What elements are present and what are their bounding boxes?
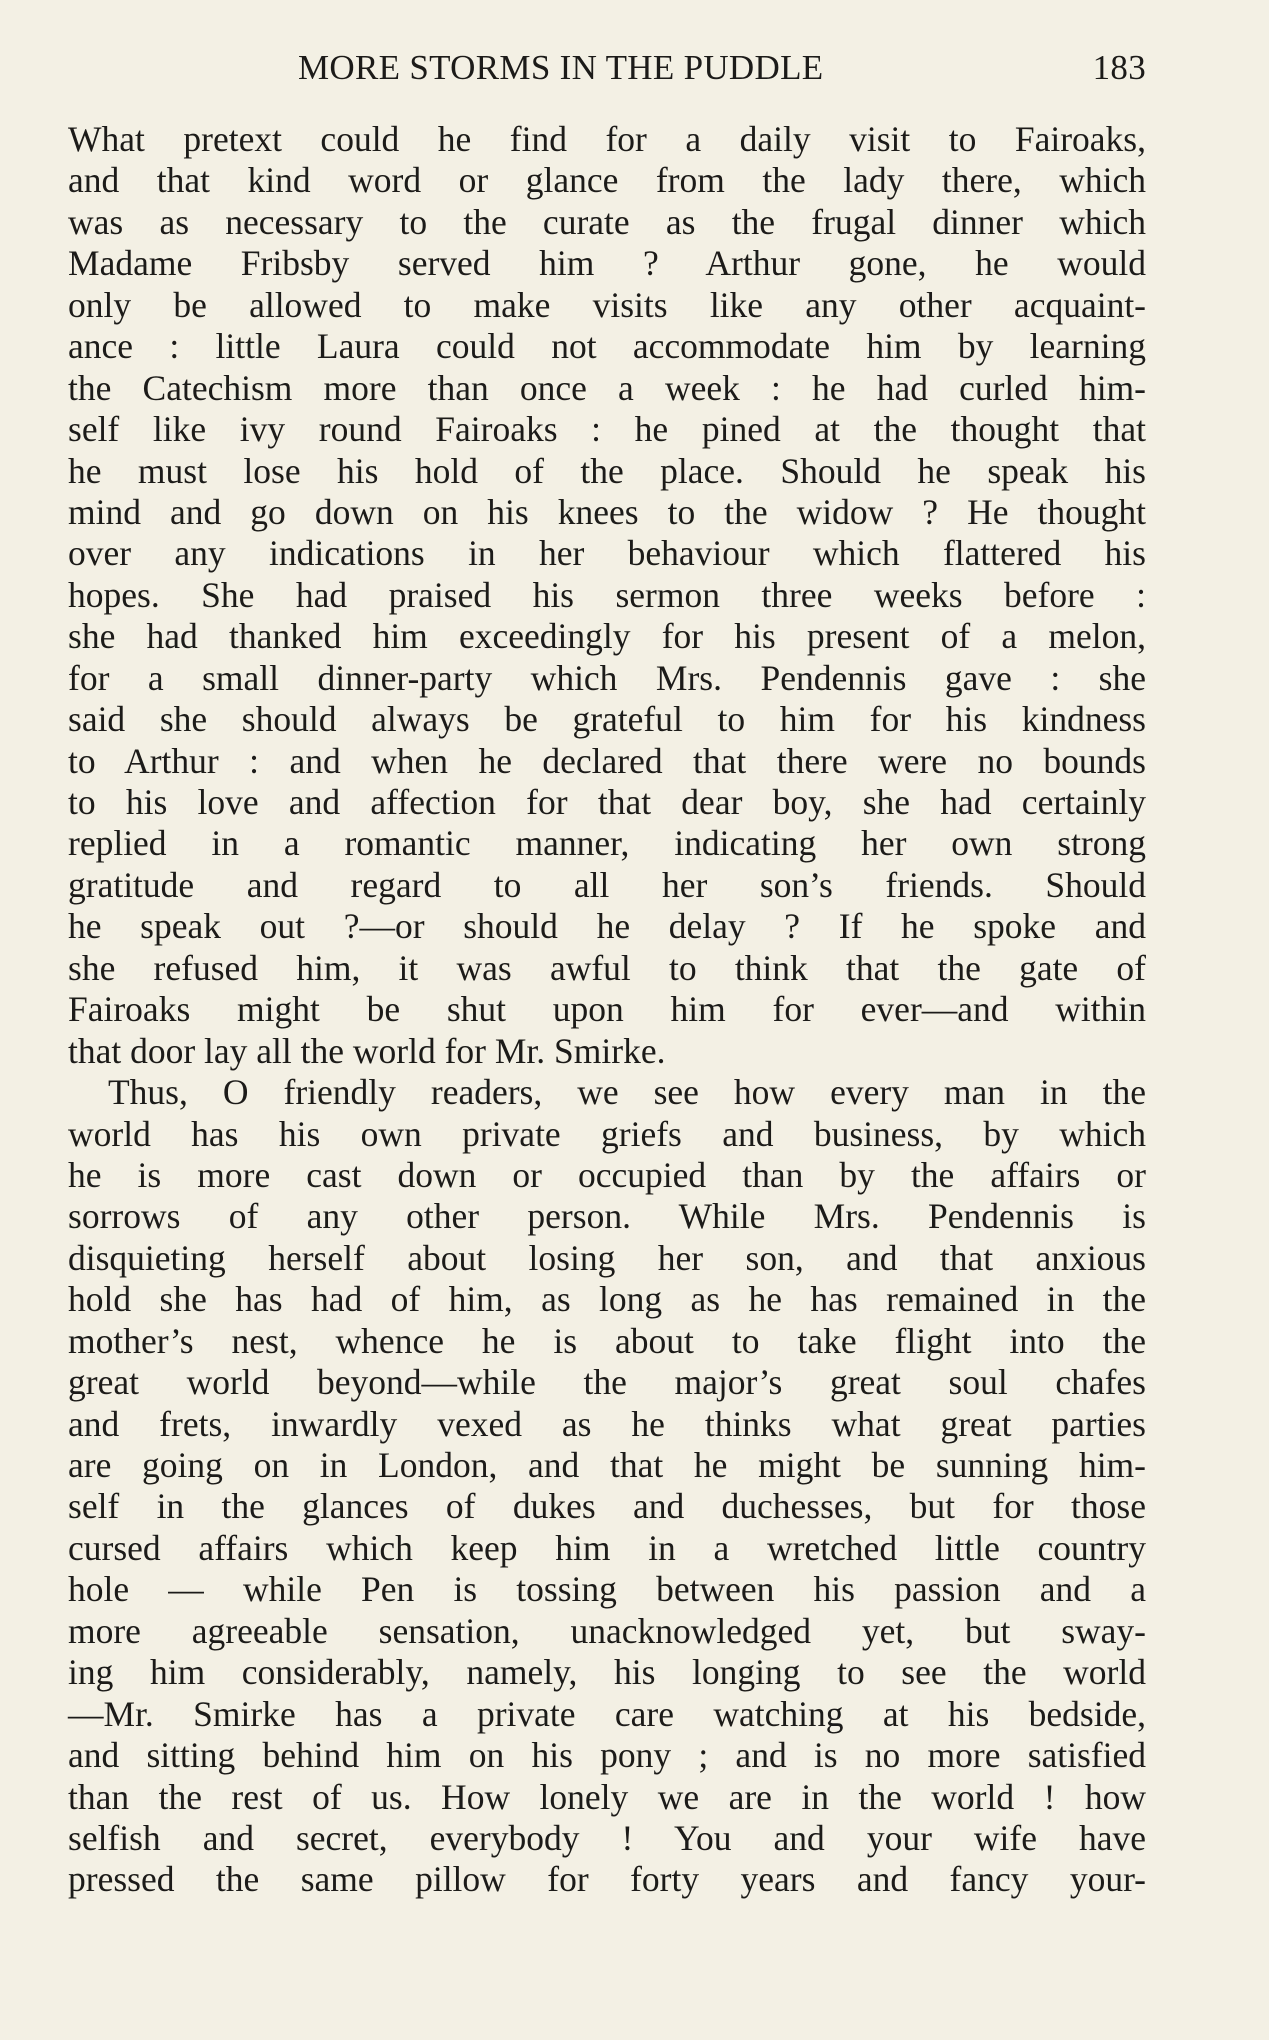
text-line: hole — while Pen is tossing between his passion and a: [68, 1569, 1146, 1610]
text-line: gratitude and regard to all her son’s friends. Should: [68, 864, 1146, 905]
text-line: pressed the same pillow for forty years and fancy your-: [68, 1859, 1146, 1900]
text-line: more agreeable sensation, unacknowledged yet, but sway-: [68, 1610, 1146, 1651]
running-head: [68, 48, 1146, 98]
text-line: said she should always be grateful to him for his kindness: [68, 699, 1146, 740]
text-line: hold she has had of him, as long as he has remained in the: [68, 1279, 1146, 1320]
text-line: for a small dinner-party which Mrs. Pendennis gave : she: [68, 657, 1146, 698]
text-line: he is more cast down or occupied than by the affairs or: [68, 1154, 1146, 1195]
text-line: mind and go down on his knees to the widow ? He thought: [68, 491, 1146, 532]
text-line: replied in a romantic manner, indicating her own strong: [68, 823, 1146, 864]
text-line: he must lose his hold of the place. Should he speak his: [68, 450, 1146, 491]
text-line: the Catechism more than once a week : he had curled him-: [68, 367, 1146, 408]
page-number: 183: [1092, 48, 1146, 87]
text-line: mother’s nest, whence he is about to take flight into the: [68, 1320, 1146, 1361]
text-line: What pretext could he find for a daily visit to Fairoaks,: [68, 119, 1146, 159]
paragraph-start-line: Thus, O friendly readers, we see how every man in the: [108, 1072, 1146, 1113]
text-line: —Mr. Smirke has a private care watching at his bedside,: [68, 1693, 1146, 1734]
text-line: to Arthur : and when he declared that there were no bounds: [68, 740, 1146, 781]
text-line: she refused him, it was awful to think that the gate of: [68, 947, 1146, 988]
text-line: self like ivy round Fairoaks : he pined at the thought that: [68, 409, 1146, 450]
text-line: self in the glances of dukes and duchesses, but for those: [68, 1486, 1146, 1527]
text-line: selfish and secret, everybody ! You and your wife have: [68, 1817, 1146, 1858]
text-line: sorrows of any other person. While Mrs. Pendennis is: [68, 1196, 1146, 1237]
text-line: she had thanked him exceedingly for his present of a melon,: [68, 616, 1146, 657]
text-line: only be allowed to make visits like any other acquaint-: [68, 284, 1146, 325]
running-title: MORE STORMS IN THE PUDDLE: [298, 48, 824, 87]
text-line: and that kind word or glance from the lady there, which: [68, 160, 1146, 201]
text-line: ing him considerably, namely, his longing to see the world: [68, 1652, 1146, 1693]
body-text: [68, 119, 1146, 1901]
text-line: he speak out ?—or should he delay ? If he spoke and: [68, 906, 1146, 947]
text-line: great world beyond—while the major’s great soul chafes: [68, 1362, 1146, 1403]
text-line: and frets, inwardly vexed as he thinks what great parties: [68, 1403, 1146, 1444]
text-line: world has his own private griefs and business, by which: [68, 1113, 1146, 1154]
paragraph-end-line: that door lay all the world for Mr. Smirke.: [68, 1030, 666, 1071]
text-line: cursed affairs which keep him in a wretched little country: [68, 1527, 1146, 1568]
text-line: was as necessary to the curate as the frugal dinner which: [68, 201, 1146, 242]
text-line: hopes. She had praised his sermon three weeks before :: [68, 574, 1146, 615]
text-line: over any indications in her behaviour which flattered his: [68, 533, 1146, 574]
text-line: to his love and affection for that dear boy, she had certainly: [68, 782, 1146, 822]
text-line: ance : little Laura could not accommodate him by learning: [68, 326, 1146, 367]
text-line: Fairoaks might be shut upon him for ever—and within: [68, 989, 1146, 1030]
text-line: and sitting behind him on his pony ; and is no more satisfied: [68, 1735, 1146, 1776]
text-line: than the rest of us. How lonely we are in the world ! how: [68, 1776, 1146, 1817]
text-line: Madame Fribsby served him ? Arthur gone, he would: [68, 243, 1146, 284]
text-line: disquieting herself about losing her son, and that anxious: [68, 1237, 1146, 1278]
text-line: are going on in London, and that he might be sunning him-: [68, 1445, 1146, 1485]
